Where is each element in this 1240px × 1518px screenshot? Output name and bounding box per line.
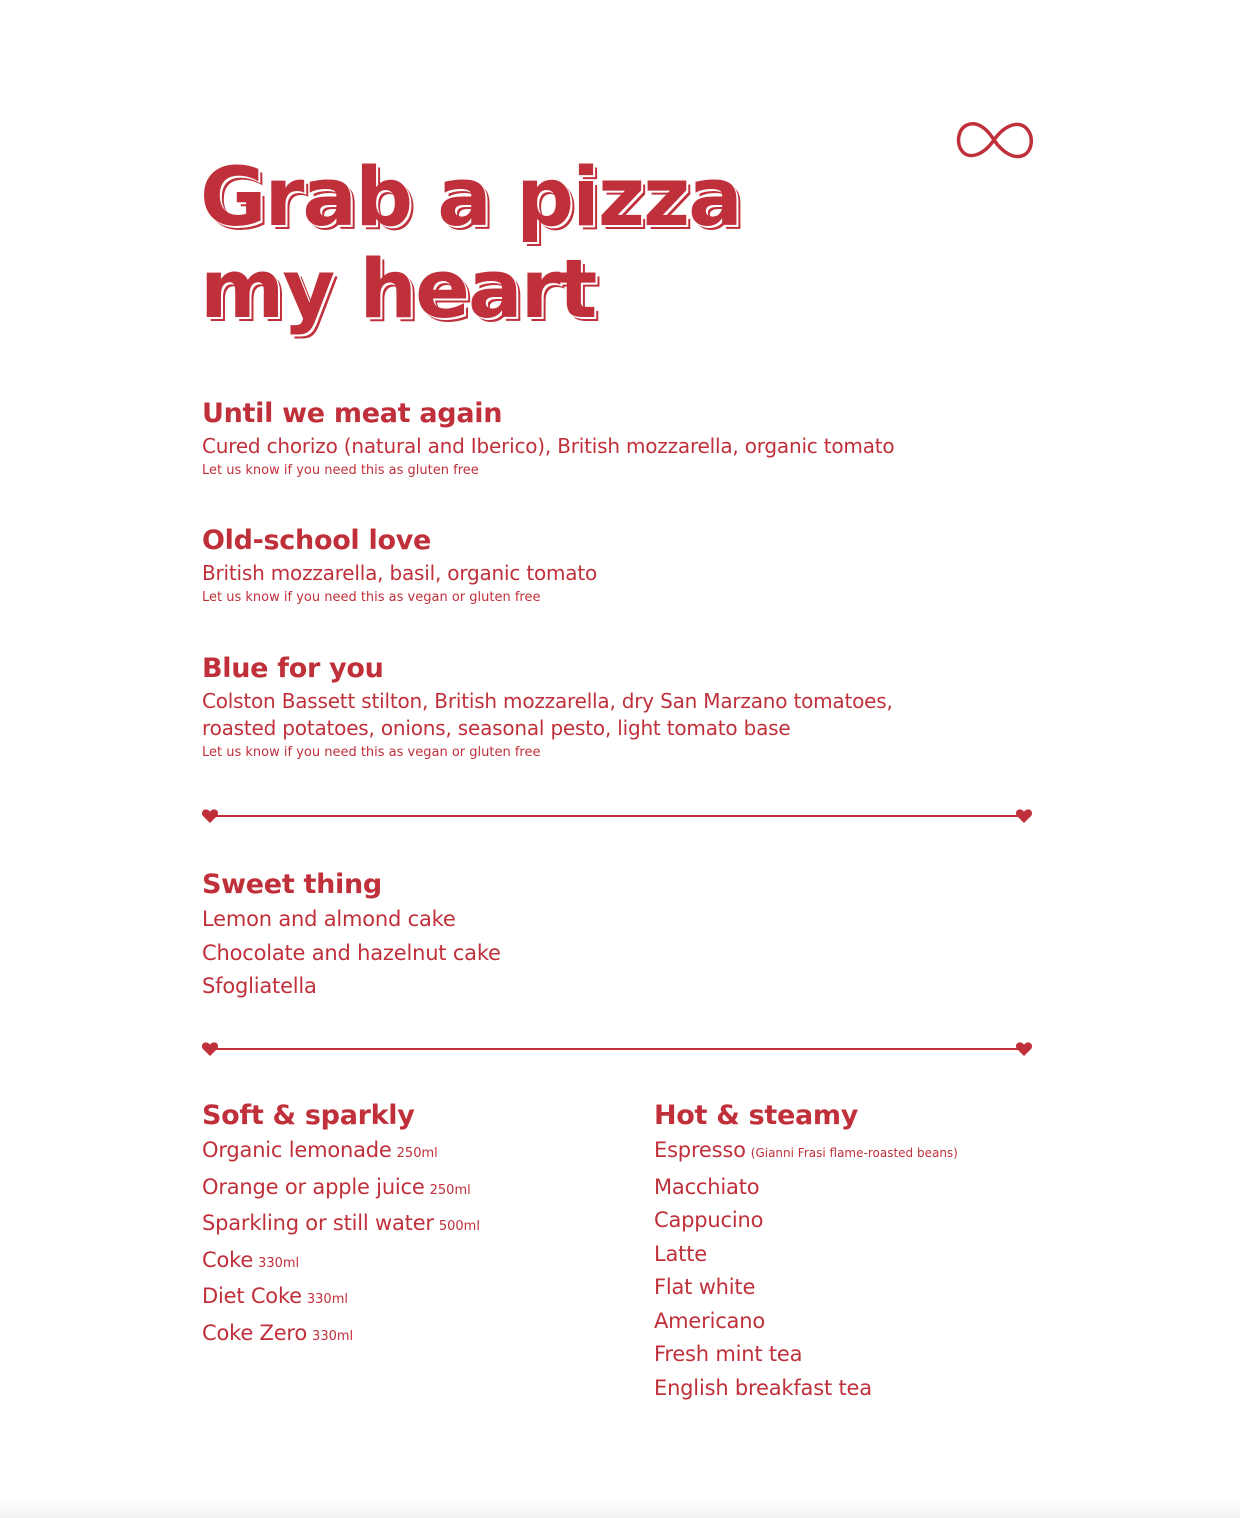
infinity-icon <box>952 115 1036 165</box>
section-title: Soft & sparkly <box>202 1100 415 1131</box>
list-item: Lemon and almond cake <box>202 907 456 931</box>
drink-size: 250ml <box>396 1146 438 1161</box>
list-item: English breakfast tea <box>654 1375 872 1400</box>
list-item: Latte <box>654 1241 707 1266</box>
list-item: Americano <box>654 1308 765 1333</box>
dessert-list <box>202 903 501 1004</box>
list-item: Chocolate and hazelnut cake <box>202 940 501 965</box>
divider-line <box>215 1048 1019 1050</box>
drink-name: Orange or apple juice <box>202 1174 425 1199</box>
pizza-item <box>202 397 1002 480</box>
list-item <box>202 1171 480 1208</box>
pizza-dietary-note: Let us know if you need this as gluten free <box>202 463 479 478</box>
list-item: Flat white <box>654 1275 756 1299</box>
page-title-line-2: my heart <box>200 243 596 337</box>
list-item <box>202 1244 480 1281</box>
list-item: Macchiato <box>654 1174 760 1199</box>
pizza-name: Blue for you <box>202 653 384 684</box>
list-item <box>202 1280 480 1317</box>
list-item: Sfogliatella <box>202 974 317 998</box>
page-title <box>200 152 741 336</box>
drink-name: Diet Coke <box>202 1284 302 1308</box>
pizza-name: Until we meat again <box>202 398 503 429</box>
drink-name: Sparkling or still water <box>202 1211 434 1235</box>
section-title: Sweet thing <box>202 869 382 900</box>
drink-size: 500ml <box>438 1219 480 1234</box>
pizza-dietary-note: Let us know if you need this as vegan or gluten free <box>202 745 541 760</box>
drink-name: Organic lemonade <box>202 1138 392 1162</box>
drink-size: 330ml <box>306 1292 348 1307</box>
list-item <box>202 1317 480 1354</box>
pizza-name: Old-school love <box>202 525 432 556</box>
drink-size: 330ml <box>312 1328 354 1344</box>
drink-size: 330ml <box>258 1255 300 1271</box>
pizza-description-line-2: roasted potatoes, onions, seasonal pesto, light tomato base <box>202 716 791 740</box>
heart-icon <box>201 807 219 825</box>
list-item <box>654 1134 958 1171</box>
hot-drinks-section <box>654 1099 958 1405</box>
heart-divider <box>201 807 1033 825</box>
page-bottom-edge <box>0 1500 1240 1518</box>
pizza-description: Cured chorizo (natural and Iberico), British mozzarella, organic tomato <box>202 434 895 458</box>
divider-line <box>215 815 1019 817</box>
drink-name: Coke <box>202 1247 254 1272</box>
heart-divider <box>201 1040 1033 1058</box>
heart-icon <box>201 1040 219 1058</box>
page-title-line-1: Grab a pizza <box>200 151 741 245</box>
soft-drinks-section <box>202 1099 480 1353</box>
heart-icon <box>1015 807 1033 825</box>
drink-note: (Gianni Frasi flame-roasted beans) <box>750 1146 958 1160</box>
drink-name: Coke Zero <box>202 1320 308 1345</box>
hot-drinks-list <box>654 1134 958 1405</box>
list-item: Cappucino <box>654 1208 764 1232</box>
pizza-description-line-1: Colston Bassett stilton, British mozzarella, dry San Marzano tomatoes, <box>202 689 893 713</box>
list-item <box>202 1134 480 1171</box>
drink-size: 250ml <box>429 1182 471 1198</box>
pizza-item <box>202 652 1002 762</box>
soft-drinks-list <box>202 1134 480 1353</box>
section-title: Hot & steamy <box>654 1100 859 1131</box>
list-item <box>202 1207 480 1244</box>
list-item: Fresh mint tea <box>654 1342 803 1366</box>
pizza-description: British mozzarella, basil, organic tomato <box>202 561 598 585</box>
drink-name: Espresso <box>654 1138 746 1162</box>
desserts-section <box>202 868 501 1004</box>
pizza-dietary-note: Let us know if you need this as vegan or gluten free <box>202 590 541 605</box>
pizza-item <box>202 524 1002 607</box>
heart-icon <box>1015 1040 1033 1058</box>
